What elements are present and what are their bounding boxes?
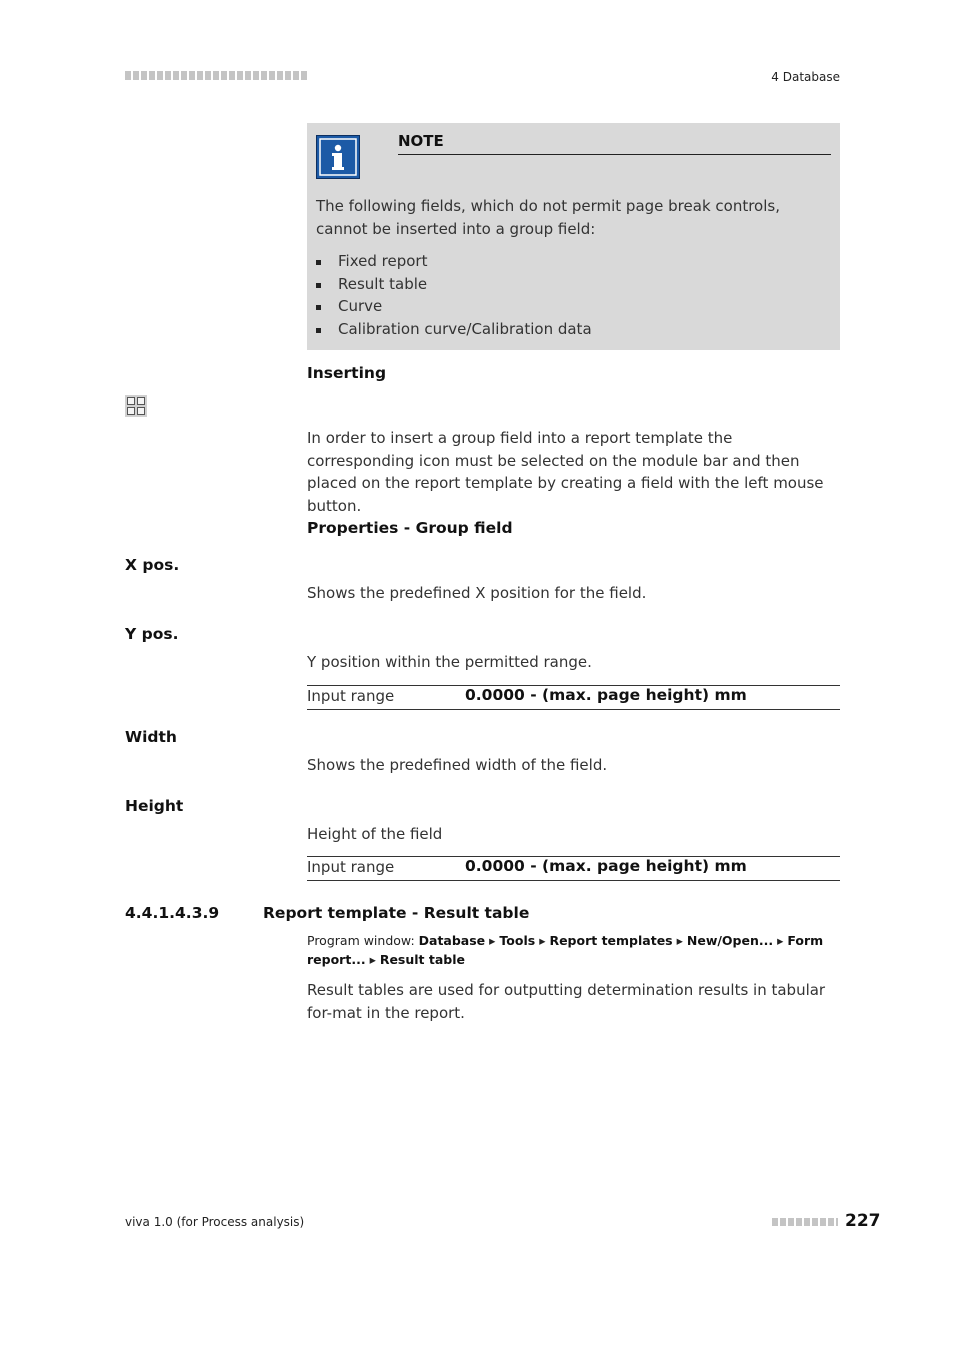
input-range-value: 0.0000 - (max. page height) mm [465, 857, 747, 875]
input-range-value: 0.0000 - (max. page height) mm [465, 686, 747, 704]
list-item: Result table [316, 273, 592, 296]
group-field-icon [125, 395, 147, 417]
x-pos-label: X pos. [125, 556, 180, 574]
path-separator: ▸ [489, 933, 496, 948]
x-pos-text: Shows the predefined X position for the field. [307, 584, 647, 602]
note-divider [398, 154, 831, 155]
info-icon [316, 135, 360, 179]
path-separator: ▸ [369, 952, 376, 967]
footer-decoration [772, 1218, 838, 1226]
path-item: Form report... [307, 933, 824, 967]
note-title: NOTE [398, 132, 444, 150]
section-title: Report template - Result table [263, 904, 530, 922]
section-text: Result tables are used for outputting determination results in tabular for-mat in the report. [307, 981, 826, 1022]
footer-product: viva 1.0 (for Process analysis) [125, 1215, 305, 1229]
input-range-label: Input range [307, 687, 395, 705]
height-input-range [307, 856, 840, 881]
inserting-text: In order to insert a group field into a report template the corresponding icon must be selected on the module bar and then placed on the report template by creating a field with the left mouse button. [307, 429, 824, 515]
menu-path [307, 931, 840, 969]
path-separator: ▸ [539, 933, 546, 948]
path-item: Database [418, 933, 486, 948]
header-decoration [125, 71, 307, 80]
path-item: Tools [499, 933, 536, 948]
properties-heading: Properties - Group field [307, 519, 513, 537]
inserting-heading: Inserting [307, 364, 387, 382]
chapter-title: 4 Database [771, 70, 840, 84]
section-number: 4.4.1.4.3.9 [125, 904, 220, 922]
path-item: New/Open... [686, 933, 774, 948]
note-list [316, 250, 592, 340]
path-item: Report templates [549, 933, 673, 948]
list-item: Fixed report [316, 250, 592, 273]
y-pos-label: Y pos. [125, 625, 179, 643]
width-text: Shows the predefined width of the field. [307, 756, 608, 774]
y-pos-text: Y position within the permitted range. [307, 653, 592, 671]
width-label: Width [125, 728, 177, 746]
list-item: Curve [316, 295, 592, 318]
input-range-label: Input range [307, 858, 395, 876]
height-label: Height [125, 797, 184, 815]
list-item: Calibration curve/Calibration data [316, 318, 592, 341]
path-item: Result table [379, 952, 466, 967]
y-pos-input-range [307, 685, 840, 710]
height-text: Height of the field [307, 825, 443, 843]
path-separator: ▸ [676, 933, 683, 948]
page-number: 227 [845, 1211, 881, 1231]
note-text: The following fields, which do not permit page break controls, cannot be inserted into a group field: [316, 197, 780, 238]
path-prefix: Program window: [307, 933, 419, 948]
path-separator: ▸ [777, 933, 784, 948]
